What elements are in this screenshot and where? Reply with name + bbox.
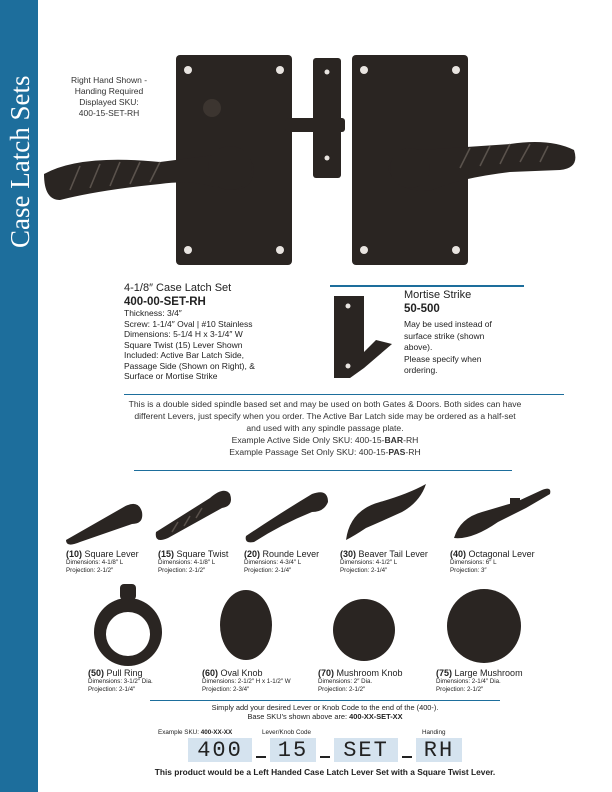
- spec-line: Dimensions: 5-1/4 H x 3-1/4″ W: [124, 329, 243, 339]
- mortise-sku: 50-500: [404, 303, 440, 315]
- example-sku-label: Example SKU: 400-XX-XX: [158, 729, 233, 736]
- product-title: 4-1/8″ Case Latch Set: [124, 282, 232, 294]
- divider: [124, 394, 564, 395]
- code-part-set: SET: [334, 738, 398, 762]
- lever-item: (20) Rounde Lever Dimensions: 4-3/4″ L Projection: 2-1/4″: [244, 549, 320, 574]
- mortise-strike-photo: [330, 292, 394, 382]
- mortise-title: Mortise Strike: [404, 289, 472, 301]
- spec-line: Passage Side (Shown on Right), &: [124, 360, 255, 371]
- pull-ring-photo: [86, 582, 170, 668]
- section-title: Case Latch Sets: [5, 75, 35, 248]
- large-mushroom-photo: [446, 588, 522, 664]
- beaver-tail-lever-photo: [340, 480, 430, 546]
- spec-line: Surface or Mortise Strike: [124, 371, 218, 381]
- spec-line: Thickness: 3/4″: [124, 308, 182, 318]
- description: This is a double sided spindle based set and may be used on both Gates & Doors. Both sides can have different Levers, just specify when you order. The Active Bar Latch side may be ordered as a half-set and used with any spindle passage plate. Example Active Side Only SKU: 400-15-BAR-RH Example Passage Set Only SKU: 400-15-PAS-RH: [40, 398, 610, 458]
- square-lever-photo: [62, 494, 146, 546]
- oval-knob-photo: [218, 588, 274, 662]
- mortise-divider: [330, 285, 524, 287]
- octagonal-lever-photo: [446, 480, 556, 546]
- divider: [134, 470, 512, 471]
- handing-note: Right Hand Shown - Handing Required Displayed SKU: 400-15-SET-RH: [70, 75, 148, 118]
- spec-line: Square Twist (15) Lever Shown: [124, 339, 243, 350]
- code-part-base: 400: [188, 738, 252, 762]
- example-active-sku: Example Active Side Only SKU: 400-15-BAR-RH: [231, 435, 419, 445]
- example-explanation: This product would be a Left Handed Case Latch Lever Set with a Square Twist Lever.: [154, 767, 496, 777]
- lever-code-label: Lever/Knob Code: [262, 729, 312, 736]
- square-twist-photo: [152, 478, 236, 546]
- lever-item: (30) Beaver Tail Lever Dimensions: 4-1/2″ L Projection: 2-1/4″: [340, 549, 428, 574]
- code-part-handing: RH: [416, 738, 462, 762]
- lever-item: (40) Octagonal Lever Dimensions: 6″ L Projection: 3″: [450, 549, 535, 574]
- knob-item: (70) Mushroom Knob Dimensions: 2″ Dia. Projection: 2-1/2″: [318, 668, 403, 693]
- mushroom-knob-photo: [332, 598, 396, 662]
- code-separator: [402, 756, 412, 758]
- lever-item: (15) Square Twist Dimensions: 4-1/8″ L Projection: 2-1/2″: [158, 549, 229, 574]
- example-passage-sku: Example Passage Set Only SKU: 400-15-PAS-RH: [229, 447, 421, 457]
- knob-item: (60) Oval Knob Dimensions: 2-1/2″ H x 1-1/2″ W Projection: 2-3/4″: [202, 668, 291, 693]
- main-product-info: [124, 282, 314, 382]
- sidebar-band: [0, 0, 38, 792]
- code-separator: [256, 756, 266, 758]
- rounde-lever-photo: [242, 484, 332, 546]
- knob-item: (75) Large Mushroom Dimensions: 2-1/4″ Dia. Projection: 2-1/2″: [436, 668, 523, 693]
- divider: [150, 700, 500, 701]
- code-part-lever: 15: [270, 738, 316, 762]
- lever-item: (10) Square Lever Dimensions: 4-1/8″ L Projection: 2-1/2″: [66, 549, 139, 574]
- mortise-description: May be used instead of surface strike (shown above). Please specify when ordering.: [404, 319, 492, 375]
- knob-item: (50) Pull Ring Dimensions: 3-1/2″ Dia. Projection: 2-1/4″: [88, 668, 153, 693]
- spec-line: Included: Active Bar Latch Side,: [124, 350, 245, 360]
- spec-line: Screw: 1-1/4″ Oval | #10 Stainless: [124, 318, 253, 329]
- ordering-instructions: Simply add your desired Lever or Knob Code to the end of the (400-). Base SKU's shown above are: 400-XX-SET-XX: [211, 703, 439, 721]
- handing-label: Handing: [422, 729, 446, 736]
- code-separator: [320, 756, 330, 758]
- product-sku: 400-00-SET-RH: [124, 296, 206, 308]
